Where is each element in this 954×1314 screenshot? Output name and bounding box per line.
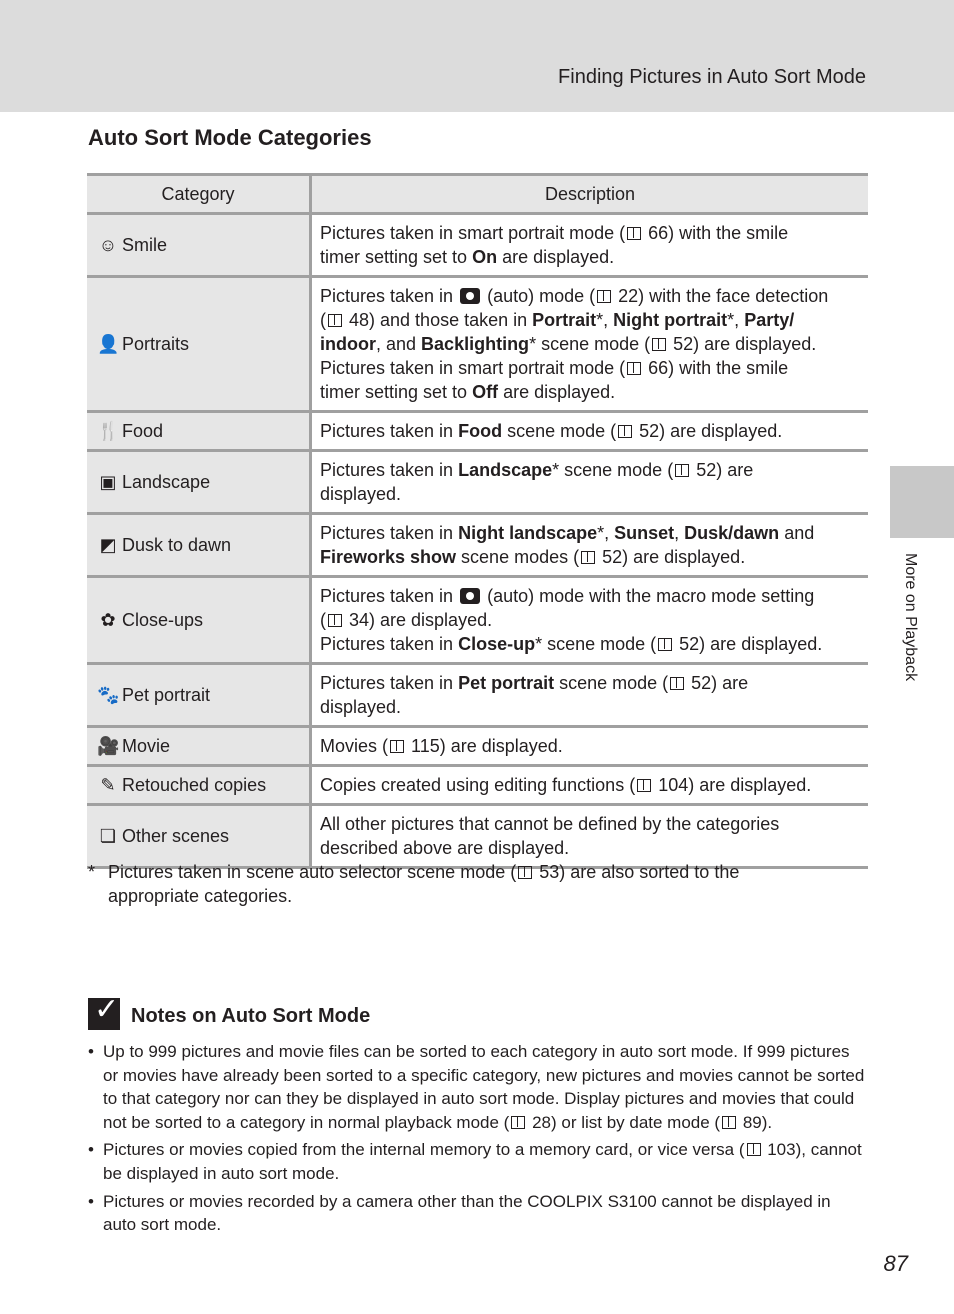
bold-term: Night landscape <box>458 523 598 543</box>
reference-book-icon <box>511 1116 525 1129</box>
bold-term: Sunset <box>614 523 675 543</box>
bold-term: Close-up <box>458 634 536 654</box>
text-run: Pictures taken in <box>320 460 459 480</box>
text-run: All other pictures that cannot be defined by the categories <box>320 814 780 834</box>
category-label: Pet portrait <box>122 685 211 705</box>
table-row <box>87 451 868 514</box>
text-run: 52) are displayed. <box>597 547 746 567</box>
description-line <box>320 521 860 545</box>
reference-book-icon <box>328 614 342 627</box>
header-band <box>0 0 954 112</box>
table-row <box>87 412 868 451</box>
reference-book-icon <box>328 314 342 327</box>
description-cell <box>311 805 869 868</box>
reference-book-icon <box>747 1143 761 1156</box>
category-cell <box>87 412 311 451</box>
text-run: ( <box>320 310 326 330</box>
table-row <box>87 766 868 805</box>
text-run: scene modes ( <box>456 547 580 567</box>
description-line <box>320 671 860 695</box>
description-line <box>320 545 860 569</box>
text-run: Pictures taken in <box>320 286 459 306</box>
camera-auto-mode-icon <box>460 288 480 304</box>
description-cell <box>311 727 869 766</box>
categories-table <box>87 173 868 869</box>
category-cell <box>87 727 311 766</box>
category-cell <box>87 451 311 514</box>
description-line <box>320 308 860 332</box>
list-item <box>88 1138 868 1185</box>
reference-book-icon <box>637 779 651 792</box>
text-run: , <box>674 523 685 543</box>
description-line <box>320 245 860 269</box>
description-line <box>320 458 860 482</box>
text-run: Pictures taken in scene auto selector scene mode ( <box>108 862 517 882</box>
text-run: Pictures taken in <box>320 421 459 441</box>
dusk-to-dawn-icon: ◩ <box>99 535 117 555</box>
description-line <box>320 695 860 719</box>
text-run: 28) or list by date mode ( <box>527 1112 721 1132</box>
retouched-icon: ✎ <box>100 775 116 795</box>
bold-term: Dusk/dawn <box>684 523 780 543</box>
text-run: 52) are displayed. <box>674 634 823 654</box>
text-run: Pictures taken in smart portrait mode ( <box>320 358 626 378</box>
text-run: (auto) mode with the macro mode setting <box>482 586 815 606</box>
description-line <box>320 284 860 308</box>
camera-auto-mode-icon <box>460 588 480 604</box>
bold-term: Night portrait <box>613 310 728 330</box>
text-run: displayed. <box>320 697 402 717</box>
table-row <box>87 277 868 412</box>
text-run: scene mode ( <box>554 673 669 693</box>
text-run: scene mode ( <box>502 421 617 441</box>
text-run: (auto) mode ( <box>482 286 596 306</box>
description-line <box>320 773 860 797</box>
text-run: 34) are displayed. <box>344 610 493 630</box>
text-run: * scene mode ( <box>535 634 657 654</box>
description-line <box>320 584 860 608</box>
running-header: Finding Pictures in Auto Sort Mode <box>558 66 866 88</box>
table-row <box>87 727 868 766</box>
text-run: 48) and those taken in <box>344 310 533 330</box>
text-run: 115) are displayed. <box>406 736 563 756</box>
bold-term: Party/ <box>744 310 795 330</box>
reference-book-icon <box>670 677 684 690</box>
chapter-tab-label: More on Playback <box>902 553 919 682</box>
table-body <box>87 214 868 868</box>
description-line <box>320 812 860 836</box>
bold-term: Portrait <box>532 310 597 330</box>
description-column-header: Description <box>311 175 869 214</box>
food-icon: 🍴 <box>97 421 120 441</box>
reference-book-icon <box>627 227 641 240</box>
page-number: 87 <box>883 1251 908 1276</box>
reference-book-icon <box>581 551 595 564</box>
footnote-marker: * <box>88 862 96 882</box>
text-run: 52) are displayed. <box>634 421 783 441</box>
bold-term: Off <box>472 382 499 402</box>
reference-book-icon <box>390 740 404 753</box>
text-run: described above are displayed. <box>320 838 570 858</box>
category-label: Close-ups <box>122 610 204 630</box>
reference-book-icon <box>675 464 689 477</box>
description-line <box>320 419 860 443</box>
movie-icon: 🎥 <box>97 736 120 756</box>
bold-term: Landscape <box>458 460 553 480</box>
reference-book-icon <box>658 638 672 651</box>
text-run: ( <box>320 610 326 630</box>
text-run: Copies created using editing functions ( <box>320 775 636 795</box>
pet-portrait-icon: 🐾 <box>97 685 120 705</box>
category-label: Food <box>122 421 164 441</box>
description-cell <box>311 214 869 277</box>
description-line <box>320 608 860 632</box>
description-line <box>320 632 860 656</box>
notes-title: Notes on Auto Sort Mode <box>131 1005 371 1027</box>
table-row <box>87 805 868 868</box>
footnote-text <box>108 860 788 908</box>
text-run: Pictures or movies recorded by a camera other than the COOLPIX S3100 cannot be displayed in auto sort mode. <box>103 1191 831 1235</box>
reference-book-icon <box>652 338 666 351</box>
notes-list <box>88 1040 868 1241</box>
category-label: Landscape <box>122 472 211 492</box>
table-row <box>87 514 868 577</box>
category-label: Portraits <box>122 334 190 354</box>
text-run: 22) with the face detection <box>613 286 829 306</box>
table-row <box>87 214 868 277</box>
description-line <box>320 380 860 404</box>
description-cell <box>311 277 869 412</box>
description-cell <box>311 412 869 451</box>
category-cell <box>87 277 311 412</box>
text-run: * scene mode ( <box>529 334 651 354</box>
check-mark-icon: ✓ <box>94 993 120 1026</box>
category-cell <box>87 664 311 727</box>
bold-term: Pet portrait <box>458 673 555 693</box>
text-run: Movies ( <box>320 736 389 756</box>
bold-term: indoor <box>320 334 376 354</box>
text-run: 89). <box>738 1112 773 1132</box>
text-run: 104) are displayed. <box>653 775 812 795</box>
list-item <box>88 1190 868 1237</box>
description-cell <box>311 577 869 664</box>
bold-term: Fireworks show <box>320 547 457 567</box>
text-run: timer setting set to <box>320 382 473 402</box>
text-run: displayed. <box>320 484 402 504</box>
description-line <box>320 836 860 860</box>
text-run: 66) with the smile <box>643 358 789 378</box>
table-header-row <box>87 175 868 214</box>
text-run: *, <box>596 310 614 330</box>
category-label: Dusk to dawn <box>122 535 232 555</box>
text-run: *, <box>597 523 615 543</box>
text-run: Up to 999 pictures and movie files can be sorted to each category in auto sort mode. If 999 pictures or movies have already been sorted to a specific category, new pictures and movies cannot be sorted to that category nor can they be displayed in auto sort mode. Display pictures and movies that could not be sorted to a category in normal playback mode ( <box>103 1042 865 1132</box>
description-line <box>320 221 860 245</box>
text-run: Pictures taken in <box>320 673 459 693</box>
text-run: Pictures taken in <box>320 586 459 606</box>
reference-book-icon <box>722 1116 736 1129</box>
text-run: are displayed. <box>498 382 616 402</box>
portrait-icon: 👤 <box>97 334 120 354</box>
text-run: 52) are displayed. <box>668 334 817 354</box>
category-label: Other scenes <box>122 826 230 846</box>
table-row <box>87 577 868 664</box>
text-run: 103), cannot be displayed in auto sort mode. <box>103 1140 862 1183</box>
list-item <box>88 1040 868 1134</box>
category-cell <box>87 514 311 577</box>
category-column-header: Category <box>87 175 311 214</box>
description-cell <box>311 514 869 577</box>
text-run: Pictures taken in <box>320 634 459 654</box>
category-cell <box>87 766 311 805</box>
reference-book-icon <box>597 290 611 303</box>
text-run: Pictures or movies copied from the internal memory to a memory card, or vice versa ( <box>103 1140 745 1160</box>
category-label: Retouched copies <box>122 775 267 795</box>
landscape-icon: ▣ <box>99 472 117 492</box>
description-line <box>320 734 860 758</box>
text-run: 53) are also sorted to the appropriate categories. <box>108 862 740 906</box>
description-cell <box>311 451 869 514</box>
text-run: * scene mode ( <box>552 460 674 480</box>
description-cell <box>311 664 869 727</box>
text-run: and <box>779 523 815 543</box>
reference-book-icon <box>518 866 532 879</box>
close-up-icon: ✿ <box>100 610 116 630</box>
description-line <box>320 332 860 356</box>
category-cell <box>87 577 311 664</box>
text-run: 52) are <box>686 673 749 693</box>
category-label: Movie <box>122 736 171 756</box>
category-cell <box>87 214 311 277</box>
reference-book-icon <box>627 362 641 375</box>
chapter-tab <box>890 466 954 538</box>
text-run: 66) with the smile <box>643 223 789 243</box>
other-scenes-icon: ❏ <box>99 826 117 846</box>
reference-book-icon <box>618 425 632 438</box>
category-label: Smile <box>122 235 168 255</box>
text-run: , and <box>376 334 422 354</box>
description-cell <box>311 766 869 805</box>
text-run: 52) are <box>691 460 754 480</box>
table-row <box>87 664 868 727</box>
text-run: are displayed. <box>497 247 615 267</box>
description-line <box>320 356 860 380</box>
description-line <box>320 482 860 506</box>
text-run: *, <box>727 310 745 330</box>
text-run: Pictures taken in smart portrait mode ( <box>320 223 626 243</box>
bold-term: On <box>472 247 498 267</box>
text-run: timer setting set to <box>320 247 473 267</box>
bold-term: Food <box>458 421 503 441</box>
smile-icon: ☺ <box>98 235 118 255</box>
bold-term: Backlighting <box>421 334 530 354</box>
section-title: Auto Sort Mode Categories <box>88 125 372 150</box>
text-run: Pictures taken in <box>320 523 459 543</box>
category-cell <box>87 805 311 868</box>
